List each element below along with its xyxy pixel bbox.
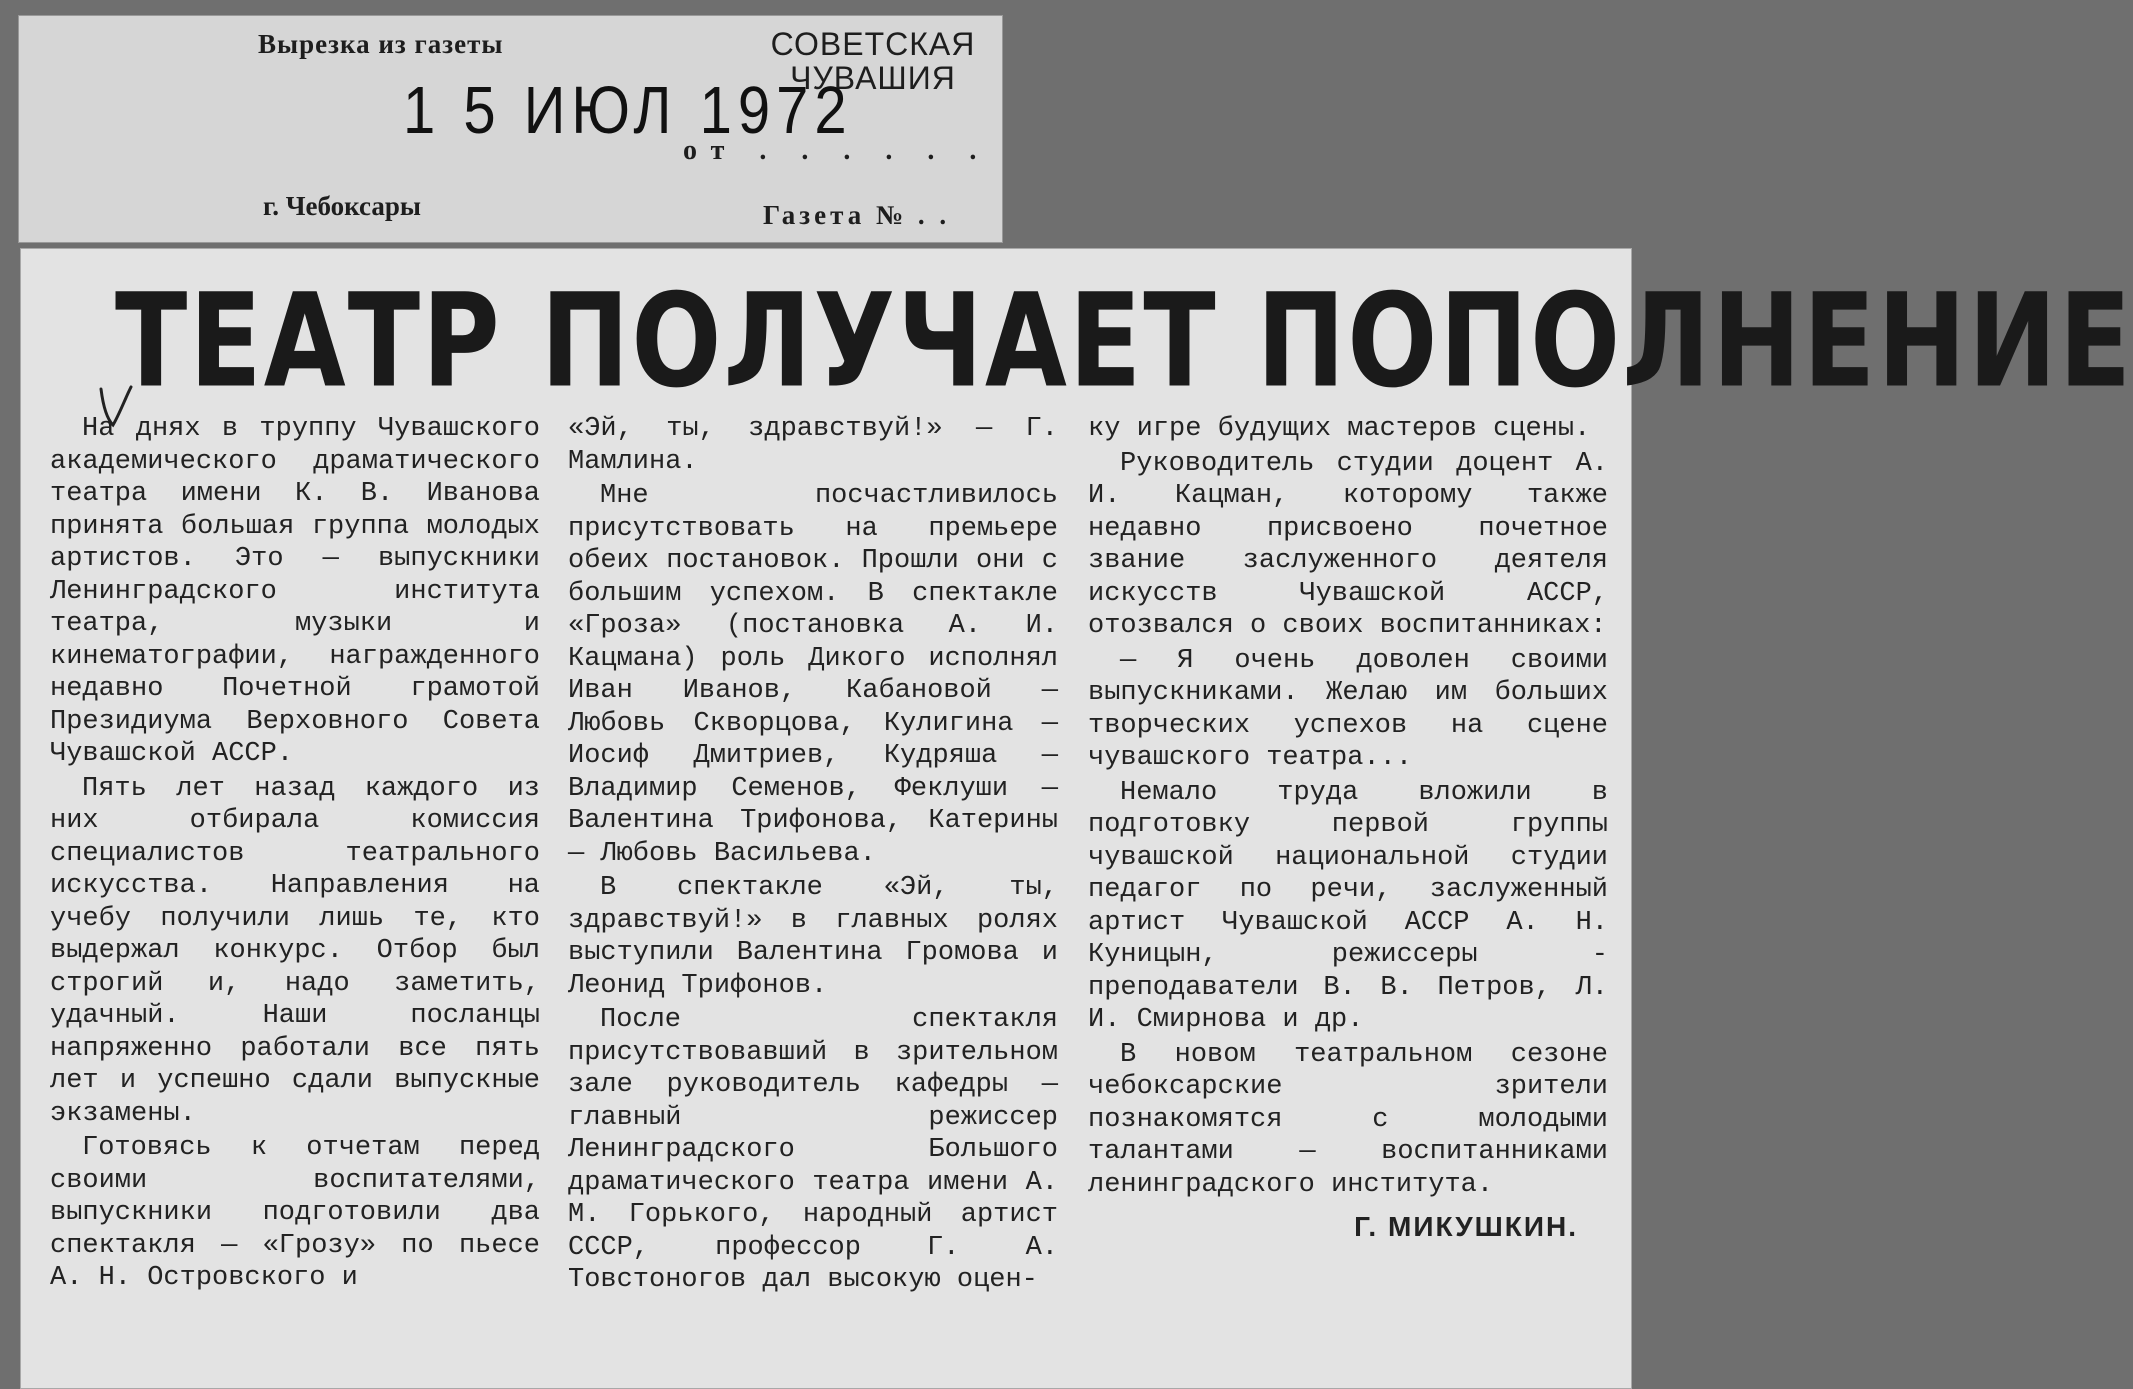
article-column-1 — [50, 413, 540, 1297]
article-clipping — [20, 248, 2133, 1389]
paragraph: В спектакле «Эй, ты, здравствуй!» в главных ролях выступили Валентина Громова и Леонид Трифонов. — [568, 873, 1058, 1001]
paragraph: Готовясь к отчетам перед своими воспитателями, выпускники подготовили два спектакля — «Грозу» по пьесе А. Н. Островского и — [50, 1133, 540, 1293]
paragraph: — Я очень доволен своими выпускниками. Желаю им больших творческих успехов на сцене чувашского театра... — [1088, 645, 1608, 773]
clipping-label — [18, 15, 1003, 243]
article-author: Г. МИКУШКИН. — [1354, 1211, 1578, 1242]
paragraph: ку игре будущих мастеров сцены. — [1088, 414, 1591, 444]
issue-number-field: Газета № . . — [763, 200, 951, 230]
paragraph: После спектакля присутствовавший в зрительном зале руководитель кафедры — главный режиссер Ленинградского Большого драматического театра имени А. М. Горького, народный артист СССР, профессор Г. А. Товстоногов дал высокую оцен- — [568, 1005, 1058, 1295]
article-headline: ТЕАТР ПОЛУЧАЕТ ПОПОЛНЕНИЕ — [115, 266, 2133, 417]
paragraph: «Эй, ты, здравствуй!» — Г. Мамлина. — [568, 414, 1058, 477]
paragraph: Немало труда вложили в подготовку первой группы чувашской национальной студии педагог по речи, заслуженный артист Чувашской АССР А. Н. Куницын, режиссеры - преподаватели В. В. Петров, Л. И. Смирнова и др. — [1088, 777, 1608, 1035]
article-column-3 — [1088, 413, 1608, 1244]
paragraph: Мне посчастливилось присутствовать на премьере обеих постановок. Прошли они с большим успехом. В спектакле «Гроза» (постановка А. И. Кацмана) роль Дикого исполнял Иван Иванов, Кабановой — Любовь Скворцова, Кулигина — Иосиф Дмитриев, Кудряша — Владимир Семенов, Феклуши — Валентина Трифонова, Катерины — Любовь Васильева. — [568, 481, 1058, 869]
paragraph: В новом театральном сезоне чебоксарские зрители познакомятся с молодыми талантами — воспитанниками ленинградского института. — [1088, 1039, 1608, 1200]
paragraph: Пять лет назад каждого из них отбирала комиссия специалистов театрального искусства. Направления на учебу получили лишь те, кто выдержал конкурс. Отбор был строгий и, надо заметить, удачный. Наши посланцы напряженно работали все пять лет и успешно сдали выпускные экзамены. — [50, 773, 540, 1129]
newspaper-name-line2: ЧУВАШИЯ — [790, 60, 956, 96]
clipping-caption: Вырезка из газеты — [258, 29, 504, 59]
paragraph: Руководитель студии доцент А. И. Кацман, которому также недавно присвоено почетное звание заслуженного деятеля искусств Чувашской АССР, отозвался о своих воспитанниках: — [1088, 448, 1608, 641]
paragraph: На днях в труппу Чувашского академического драматического театра имени К. В. Иванова принята большая группа молодых артистов. Это — выпускники Ленинградского института театра, музыки и кинематографии, награжденного недавно Почетной грамотой Президиума Верховного Совета Чувашской АССР. — [50, 414, 540, 769]
newspaper-name-line1: СОВЕТСКАЯ — [770, 26, 976, 62]
from-field: от . . . . . . — [683, 135, 991, 166]
city-caption: г. Чебоксары — [263, 191, 421, 221]
article-column-2 — [568, 413, 1058, 1299]
date-stamp: 1 5 ИЮЛ 1972 — [403, 73, 853, 148]
